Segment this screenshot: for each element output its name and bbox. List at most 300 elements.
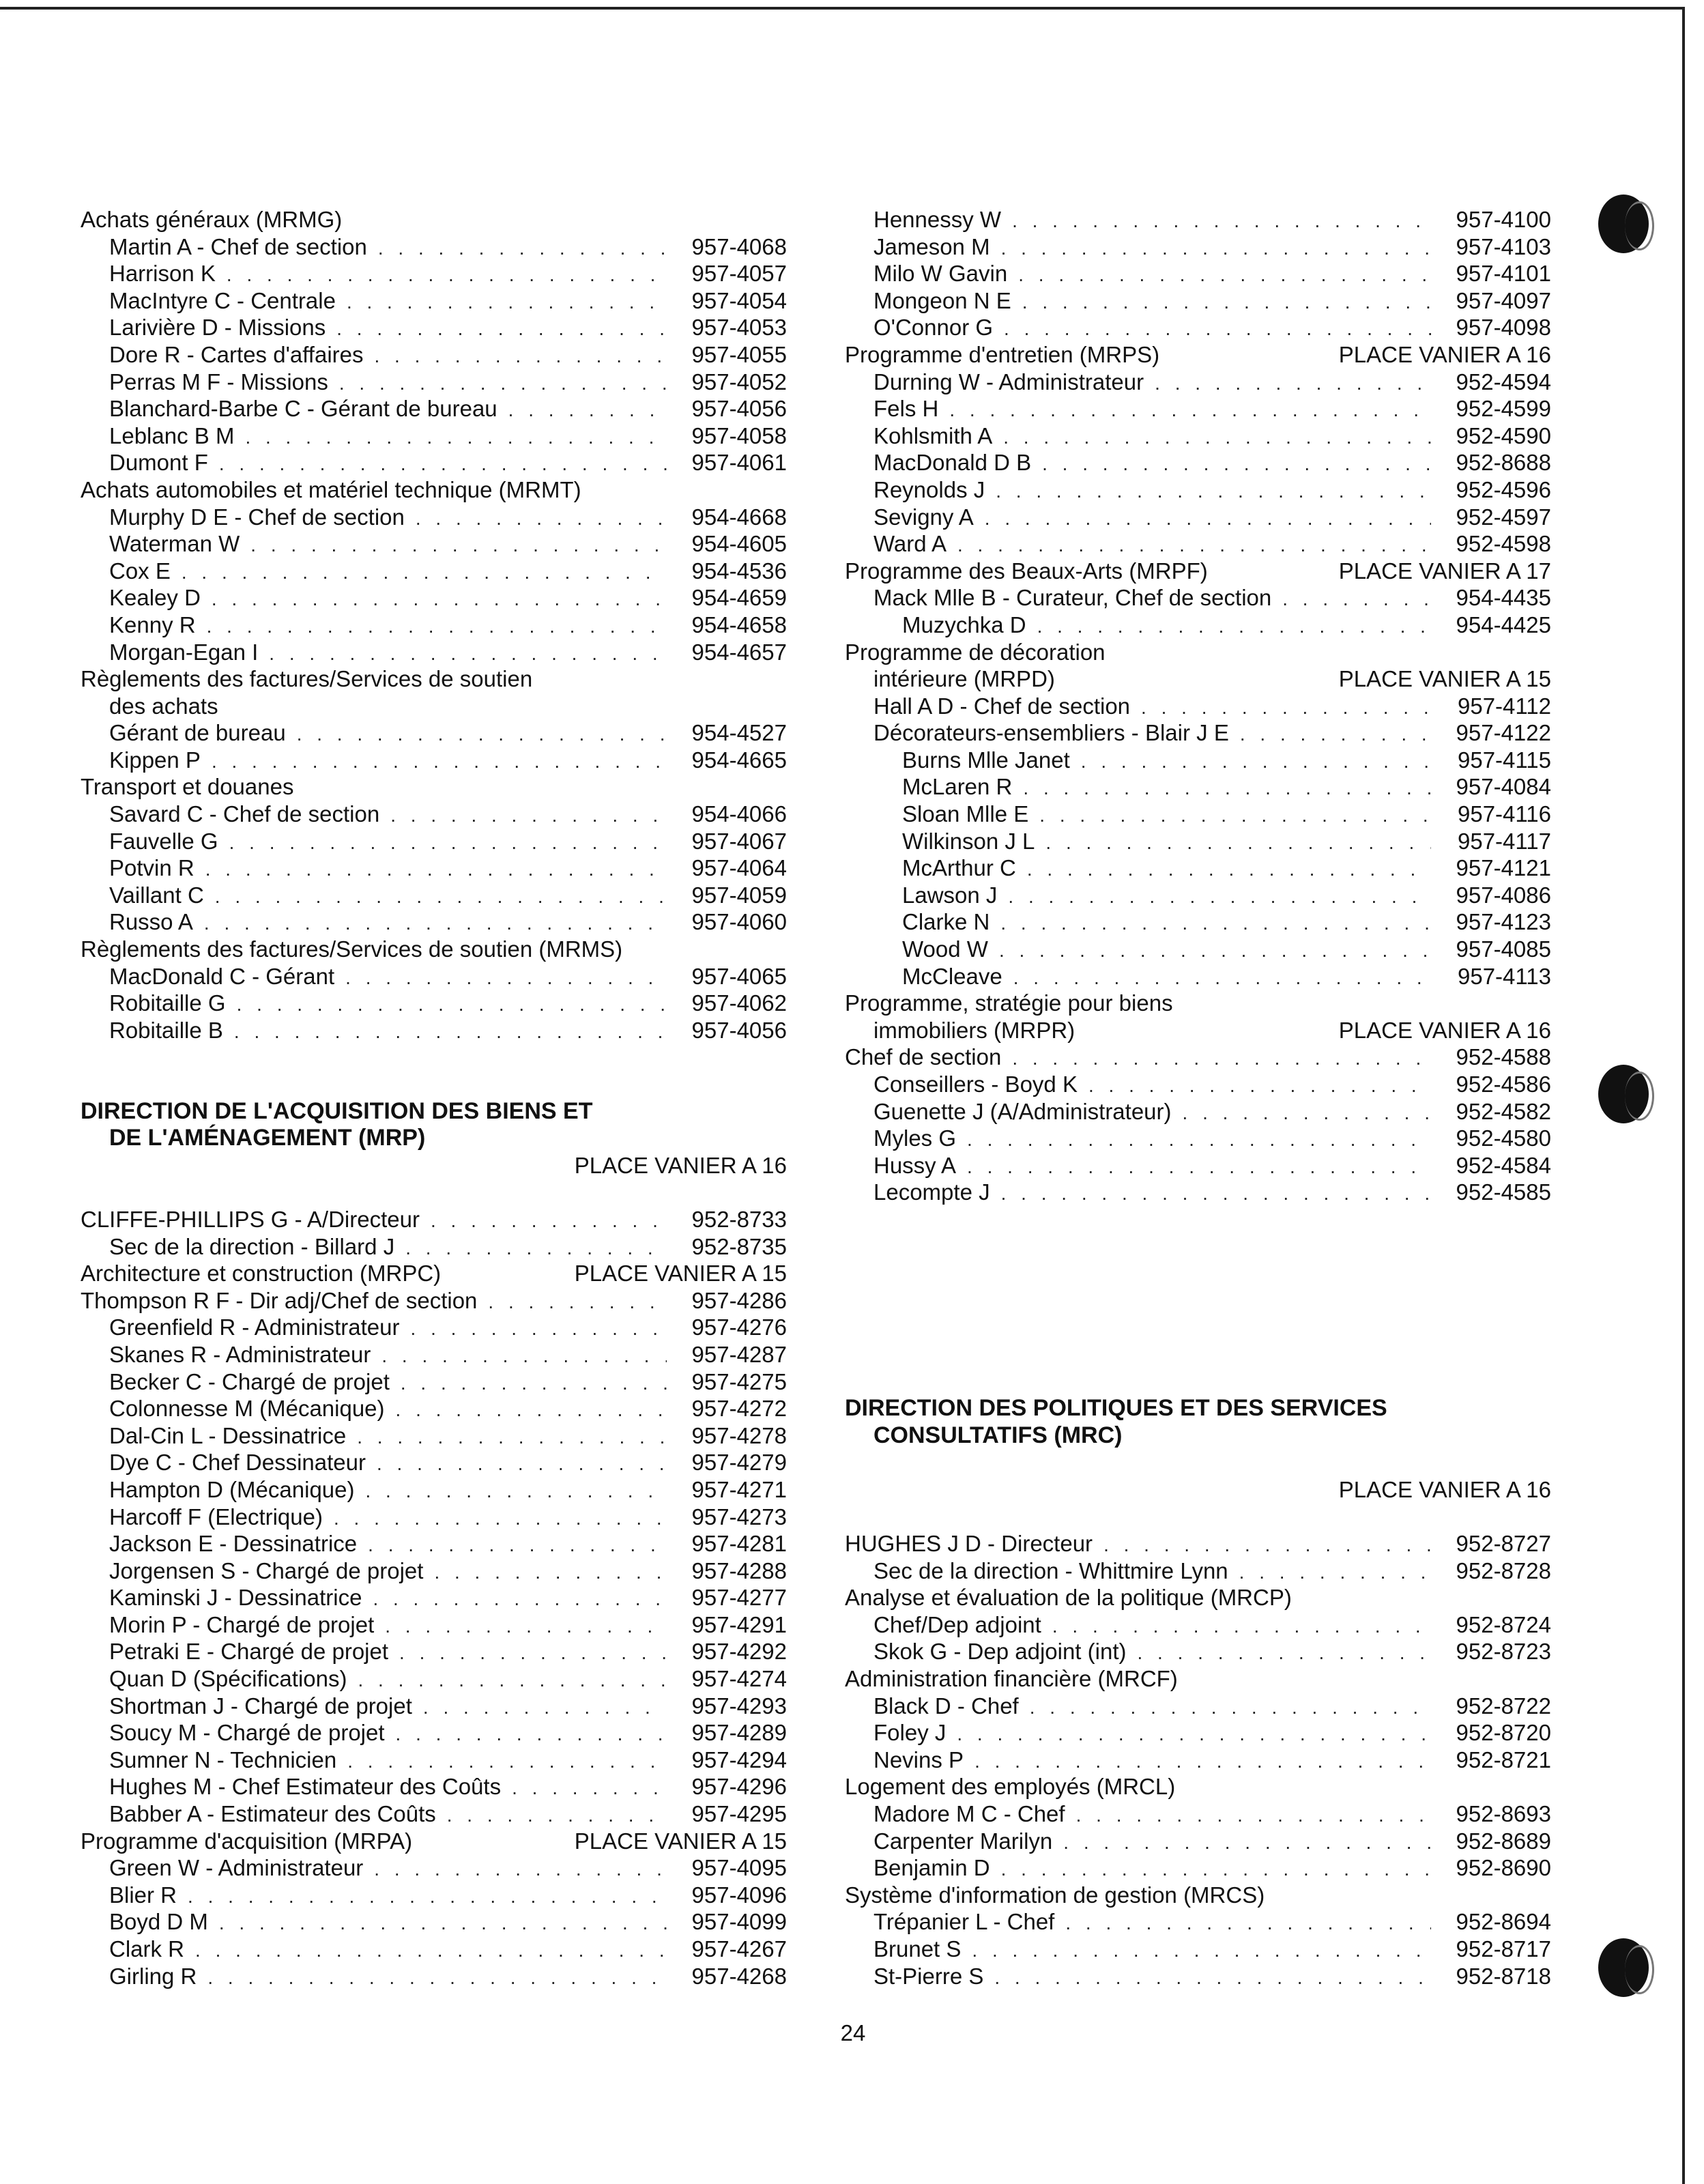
directory-entry <box>81 1854 787 1882</box>
entry-name: Girling R <box>109 1963 197 1989</box>
dot-leader <box>1282 586 1431 613</box>
section-heading <box>81 1125 787 1152</box>
blank-row <box>845 1260 1551 1287</box>
phone-number: 952-8688 <box>1456 450 1551 476</box>
directory-entry <box>81 1476 787 1504</box>
blank-row <box>845 1287 1551 1314</box>
dot-leader <box>345 964 667 992</box>
entry-name: Skok G - Dep adjoint (int) <box>873 1639 1127 1665</box>
directory-entry <box>81 1882 787 1909</box>
entry-name: Muzychka D <box>902 612 1026 637</box>
directory-entry <box>81 422 787 450</box>
dot-leader <box>375 343 667 370</box>
entry-name: Dumont F <box>109 450 208 476</box>
entry-name: Foley J <box>873 1720 947 1746</box>
phone-number: 957-4060 <box>691 909 787 935</box>
blank-row <box>845 1206 1551 1233</box>
section-label <box>81 665 787 693</box>
phone-number: 957-4061 <box>691 450 787 476</box>
directory-entry <box>845 395 1551 422</box>
location-label: PLACE VANIER A 17 <box>1338 558 1551 584</box>
dot-leader <box>1183 1100 1431 1127</box>
entry-name: Programme d'entretien (MRPS) <box>845 341 1160 367</box>
dot-leader <box>1065 1910 1431 1937</box>
dot-leader <box>205 856 667 883</box>
directory-entry <box>81 1693 787 1720</box>
entry-name: Savard C - Chef de section <box>109 801 380 827</box>
entry-name: HUGHES J D - Directeur <box>845 1531 1093 1557</box>
directory-entry <box>81 1504 787 1531</box>
phone-number: 957-4275 <box>691 1368 787 1394</box>
phone-number: 952-4594 <box>1456 369 1551 394</box>
section-heading <box>845 1395 1551 1422</box>
directory-entry <box>81 639 787 666</box>
entry-name: Mongeon N E <box>873 287 1011 313</box>
dot-leader <box>999 937 1431 964</box>
directory-entry <box>81 719 787 747</box>
directory-entry <box>81 801 787 828</box>
directory-entry <box>81 1638 787 1665</box>
entry-name: Transport et douanes <box>81 774 294 800</box>
entry-name: Règlements des factures/Services de soutien <box>81 666 533 692</box>
directory-entry <box>81 828 787 855</box>
entry-name: McLaren R <box>902 774 1013 800</box>
directory-entry <box>845 504 1551 531</box>
phone-number: 952-4580 <box>1456 1125 1551 1151</box>
dot-leader <box>357 1424 667 1451</box>
directory-entry <box>81 747 787 774</box>
directory-entry <box>845 260 1551 287</box>
phone-number: 957-4059 <box>691 882 787 908</box>
entry-name: Achats généraux (MRMG) <box>81 207 343 232</box>
directory-left-column <box>81 206 787 1989</box>
phone-number: 957-4123 <box>1456 909 1551 935</box>
dot-leader <box>237 991 667 1018</box>
phone-number: 957-4057 <box>691 261 787 287</box>
phone-number: 957-4293 <box>691 1693 787 1719</box>
dot-leader <box>994 1964 1431 1992</box>
directory-entry <box>81 395 787 422</box>
phone-number: 957-4100 <box>1456 207 1551 232</box>
entry-name: Règlements des factures/Services de soutien (MRMS) <box>81 936 623 962</box>
phone-number: 957-4055 <box>691 341 787 367</box>
entry-name: Hall A D - Chef de section <box>873 693 1131 719</box>
location-label: PLACE VANIER A 16 <box>574 1152 787 1178</box>
entry-name: Guenette J (A/Administrateur) <box>873 1098 1172 1124</box>
phone-number: 957-4099 <box>691 1909 787 1935</box>
section-label <box>845 665 1551 693</box>
dot-leader <box>512 1774 667 1802</box>
directory-entry <box>845 206 1551 233</box>
entry-name: Kaminski J - Dessinatrice <box>109 1585 362 1611</box>
section-label <box>81 206 787 233</box>
phone-number: 957-4273 <box>691 1504 787 1529</box>
dot-leader <box>207 613 667 640</box>
phone-number: 957-4279 <box>691 1450 787 1476</box>
entry-name: McCleave <box>902 963 1002 989</box>
phone-number: 952-8693 <box>1456 1801 1551 1827</box>
phone-number: 957-4291 <box>691 1611 787 1637</box>
directory-entry <box>81 504 787 531</box>
entry-name: Wood W <box>902 936 988 962</box>
directory-entry <box>845 1747 1551 1774</box>
entry-name: Nevins P <box>873 1747 964 1772</box>
directory-entry <box>81 1449 787 1476</box>
dot-leader <box>188 1883 667 1910</box>
directory-entry <box>81 584 787 612</box>
dot-leader <box>1240 721 1431 748</box>
directory-entry <box>845 422 1551 450</box>
entry-name: Potvin R <box>109 855 194 881</box>
entry-name: Hussy A <box>873 1152 957 1178</box>
phone-number: 954-4536 <box>691 558 787 584</box>
entry-name: Vaillant C <box>109 882 204 908</box>
directory-entry <box>845 530 1551 558</box>
entry-name: Green W - Administrateur <box>109 1855 364 1881</box>
directory-entry <box>81 963 787 990</box>
entry-name: Clark R <box>109 1936 185 1962</box>
dot-leader <box>967 1126 1431 1153</box>
blank-row <box>81 1071 787 1098</box>
phone-number: 957-4056 <box>691 1017 787 1043</box>
phone-number: 952-8733 <box>691 1206 787 1232</box>
directory-entry <box>81 1017 787 1044</box>
phone-number: 957-4276 <box>691 1314 787 1340</box>
dot-leader <box>1008 883 1431 910</box>
phone-number: 957-4085 <box>1456 936 1551 962</box>
section-label <box>845 1584 1551 1611</box>
dot-leader <box>390 802 667 829</box>
entry-name: Dye C - Chef Dessinateur <box>109 1450 366 1476</box>
directory-entry <box>845 314 1551 341</box>
phone-number: 952-8722 <box>1456 1693 1551 1719</box>
directory-entry <box>81 341 787 369</box>
directory-entry <box>845 882 1551 909</box>
directory-entry <box>81 990 787 1017</box>
dot-leader <box>1004 315 1431 343</box>
entry-name: Greenfield R - Administrateur <box>109 1314 400 1340</box>
directory-entry <box>845 1828 1551 1855</box>
dot-leader <box>1063 1829 1431 1856</box>
phone-number: 954-4665 <box>691 747 787 773</box>
directory-entry <box>81 1963 787 1990</box>
entry-name: Programme de décoration <box>845 639 1106 665</box>
location-label: PLACE VANIER A 15 <box>574 1261 787 1287</box>
dot-leader <box>1018 261 1431 289</box>
phone-number: 957-4068 <box>691 233 787 259</box>
dot-leader <box>234 1018 667 1046</box>
entry-name: Système d'information de gestion (MRCS) <box>845 1882 1265 1908</box>
dot-leader <box>1022 289 1431 316</box>
phone-number: 952-8735 <box>691 1233 787 1259</box>
entry-name: Milo W Gavin <box>873 261 1008 287</box>
directory-entry <box>845 1530 1551 1557</box>
dot-leader <box>1088 1072 1431 1100</box>
phone-number: 952-8718 <box>1456 1963 1551 1989</box>
dot-leader <box>215 883 667 910</box>
entry-name: Martin A - Chef de section <box>109 233 367 259</box>
entry-name: Brunet S <box>873 1936 962 1962</box>
directory-entry <box>845 854 1551 882</box>
blank-row <box>81 1179 787 1206</box>
entry-name: Perras M F - Missions <box>109 369 328 394</box>
phone-number: 952-4598 <box>1456 531 1551 557</box>
dot-leader <box>423 1694 667 1721</box>
entry-name: immobiliers (MRPR) <box>873 1017 1075 1043</box>
entry-name: Petraki E - Chargé de projet <box>109 1639 389 1665</box>
entry-name: Larivière D - Missions <box>109 315 326 341</box>
directory-entry <box>845 1125 1551 1152</box>
location-label: PLACE VANIER A 15 <box>1338 666 1551 692</box>
directory-entry <box>845 1152 1551 1179</box>
entry-name: CLIFFE-PHILLIPS G - A/Directeur <box>81 1206 420 1232</box>
entry-name: Shortman J - Chargé de projet <box>109 1693 412 1719</box>
directory-entry <box>845 1908 1551 1936</box>
entry-name: Murphy D E - Chef de section <box>109 504 405 530</box>
directory-entry <box>81 369 787 396</box>
entry-name: Robitaille B <box>109 1017 223 1043</box>
entry-name: Jameson M <box>873 233 990 259</box>
entry-name: Lecompte J <box>873 1179 990 1205</box>
phone-number: 952-8694 <box>1456 1909 1551 1935</box>
phone-number: 957-4052 <box>691 369 787 394</box>
dot-leader <box>1052 1613 1431 1640</box>
page-top-rule <box>0 7 1682 10</box>
phone-number: 952-4596 <box>1456 476 1551 502</box>
dot-leader <box>1023 775 1431 802</box>
entry-name: Chef/Dep adjoint <box>873 1611 1041 1637</box>
dot-leader <box>381 1342 667 1370</box>
directory-entry <box>845 584 1551 612</box>
section-label <box>845 1882 1551 1909</box>
directory-entry <box>845 963 1551 990</box>
entry-name: St-Pierre S <box>873 1963 984 1989</box>
dot-leader <box>996 478 1431 505</box>
entry-name: Administration financière (MRCF) <box>845 1666 1178 1692</box>
dot-leader <box>1003 424 1431 451</box>
entry-name: Russo A <box>109 909 193 935</box>
phone-number: 957-4062 <box>691 990 787 1016</box>
directory-entry <box>845 476 1551 504</box>
section-label <box>845 341 1551 369</box>
phone-number: 954-4435 <box>1456 585 1551 611</box>
directory-entry <box>845 1854 1551 1882</box>
dot-leader <box>212 748 667 775</box>
directory-entry <box>845 1179 1551 1206</box>
dot-leader <box>269 640 667 667</box>
directory-entry <box>845 1936 1551 1963</box>
location-label: PLACE VANIER A 15 <box>574 1828 787 1854</box>
entry-name: Waterman W <box>109 531 240 557</box>
directory-entry <box>845 612 1551 639</box>
directory-entry <box>845 1638 1551 1665</box>
page-right-rule <box>1682 7 1685 2184</box>
dot-leader <box>488 1289 667 1316</box>
entry-name: Boyd D M <box>109 1909 208 1935</box>
phone-number: 952-4586 <box>1456 1072 1551 1097</box>
dot-leader <box>219 450 667 478</box>
entry-name: Hennessy W <box>873 207 1002 232</box>
directory-entry <box>845 1719 1551 1747</box>
section-label <box>845 1773 1551 1800</box>
blank-row <box>845 1233 1551 1261</box>
dot-leader <box>1141 694 1431 721</box>
dot-leader <box>339 370 667 397</box>
entry-name: Dal-Cin L - Dessinatrice <box>109 1422 347 1448</box>
phone-number: 954-4605 <box>691 531 787 557</box>
phone-number: 952-4588 <box>1456 1044 1551 1070</box>
section-label <box>81 1260 787 1287</box>
phone-number: 957-4116 <box>1457 801 1551 827</box>
entry-name: Kenny R <box>109 612 196 637</box>
phone-number: 954-4658 <box>691 612 787 637</box>
directory-entry <box>81 449 787 476</box>
section-label <box>845 1476 1551 1504</box>
phone-number: 957-4287 <box>691 1341 787 1367</box>
entry-name: MacDonald D B <box>873 450 1032 476</box>
phone-number: 957-4267 <box>691 1936 787 1962</box>
dot-leader <box>1039 802 1431 829</box>
dot-leader <box>1076 1802 1431 1829</box>
dot-leader <box>297 721 667 748</box>
directory-entry <box>81 1773 787 1800</box>
entry-name: Analyse et évaluation de la politique (MRCP) <box>845 1585 1292 1611</box>
directory-entry <box>845 1963 1551 1990</box>
dot-leader <box>1001 235 1431 262</box>
dot-leader <box>1027 856 1431 883</box>
entry-name: CONSULTATIFS (MRC) <box>873 1422 1123 1448</box>
section-label <box>845 639 1551 666</box>
entry-name: Cox E <box>109 558 171 584</box>
section-label <box>81 476 787 504</box>
dot-leader <box>377 1450 667 1478</box>
phone-number: 954-4527 <box>691 720 787 746</box>
entry-name: MacIntyre C - Centrale <box>109 287 336 313</box>
entry-name: Dore R - Cartes d'affaires <box>109 341 364 367</box>
entry-name: Madore M C - Chef <box>873 1801 1065 1827</box>
directory-entry <box>81 1395 787 1422</box>
dot-leader <box>1012 1045 1431 1072</box>
dot-leader <box>195 1937 667 1964</box>
phone-number: 957-4103 <box>1456 233 1551 259</box>
phone-number: 954-4066 <box>691 801 787 827</box>
entry-name: Ward A <box>873 531 947 557</box>
phone-number: 954-4668 <box>691 504 787 530</box>
dot-leader <box>358 1667 667 1694</box>
entry-name: Kealey D <box>109 585 201 611</box>
entry-name: Conseillers - Boyd K <box>873 1072 1078 1097</box>
directory-entry <box>81 1341 787 1368</box>
directory-entry <box>81 1422 787 1450</box>
section-label <box>845 990 1551 1017</box>
blank-row <box>845 1314 1551 1341</box>
section-label <box>81 1828 787 1855</box>
entry-name: Harcoff F (Electrique) <box>109 1504 323 1529</box>
entry-name: Fels H <box>873 396 939 422</box>
phone-number: 957-4272 <box>691 1396 787 1422</box>
dot-leader <box>411 1315 667 1342</box>
entry-name: des achats <box>109 693 218 719</box>
dot-leader <box>1012 207 1431 235</box>
section-heading <box>81 1098 787 1125</box>
entry-name: Logement des employés (MRCL) <box>845 1774 1176 1800</box>
dot-leader <box>245 424 667 451</box>
dot-leader <box>204 910 667 937</box>
dot-leader <box>378 235 667 262</box>
dot-leader <box>949 397 1431 424</box>
dot-leader <box>967 1153 1431 1181</box>
entry-name: Jackson E - Dessinatrice <box>109 1531 358 1557</box>
blank-row <box>845 1449 1551 1476</box>
entry-name: Blier R <box>109 1882 177 1908</box>
phone-number: 952-8690 <box>1456 1855 1551 1881</box>
directory-entry <box>81 530 787 558</box>
phone-number: 952-8723 <box>1456 1639 1551 1665</box>
entry-name: Durning W - Administrateur <box>873 369 1144 394</box>
phone-number: 957-4121 <box>1456 855 1551 881</box>
dot-leader <box>207 1964 667 1992</box>
entry-name: Lawson J <box>902 882 998 908</box>
entry-name: Babber A - Estimateur des Coûts <box>109 1801 436 1827</box>
entry-name: Burns Mlle Janet <box>902 747 1070 773</box>
dot-leader <box>1137 1639 1431 1667</box>
entry-name: Décorateurs-ensembliers - Blair J E <box>873 720 1229 746</box>
punch-hole-top <box>1598 195 1649 253</box>
entry-name: Leblanc B M <box>109 422 235 448</box>
phone-number: 957-4084 <box>1456 774 1551 800</box>
phone-number: 957-4289 <box>691 1720 787 1746</box>
dot-leader <box>396 1721 667 1748</box>
phone-number: 957-4294 <box>691 1747 787 1772</box>
directory-entry <box>845 1098 1551 1125</box>
directory-entry <box>845 801 1551 828</box>
section-label <box>81 773 787 801</box>
phone-number: 952-8728 <box>1456 1557 1551 1583</box>
directory-entry <box>845 719 1551 747</box>
location-label: PLACE VANIER A 16 <box>1338 1017 1551 1043</box>
phone-number: 957-4054 <box>691 287 787 313</box>
dot-leader <box>219 1910 667 1937</box>
phone-number: 957-4056 <box>691 396 787 422</box>
phone-number: 957-4096 <box>691 1882 787 1908</box>
dot-leader <box>405 1235 667 1262</box>
phone-number: 952-4582 <box>1456 1098 1551 1124</box>
entry-name: Sloan Mlle E <box>902 801 1029 827</box>
dot-leader <box>227 261 667 289</box>
entry-name: Kippen P <box>109 747 201 773</box>
entry-name: intérieure (MRPD) <box>873 666 1055 692</box>
entry-name: Myles G <box>873 1125 957 1151</box>
section-label <box>845 1665 1551 1693</box>
entry-name: Harrison K <box>109 261 216 287</box>
directory-entry <box>81 1584 787 1611</box>
directory-entry <box>81 1936 787 1963</box>
directory-entry <box>845 936 1551 963</box>
directory-right-column <box>845 206 1551 1989</box>
entry-name: DIRECTION DES POLITIQUES ET DES SERVICES <box>845 1395 1387 1422</box>
entry-name: Morin P - Chargé de projet <box>109 1611 375 1637</box>
entry-name: Sec de la direction - Whittmire Lynn <box>873 1557 1228 1583</box>
dot-leader <box>1030 1694 1431 1721</box>
directory-entry <box>845 1611 1551 1639</box>
directory-entry <box>81 1368 787 1396</box>
directory-entry <box>81 1665 787 1693</box>
entry-name: Sec de la direction - Billard J <box>109 1233 395 1259</box>
directory-entry <box>81 1747 787 1774</box>
section-label <box>81 936 787 963</box>
phone-number: 957-4274 <box>691 1666 787 1692</box>
entry-name: Programme, stratégie pour biens <box>845 990 1173 1016</box>
